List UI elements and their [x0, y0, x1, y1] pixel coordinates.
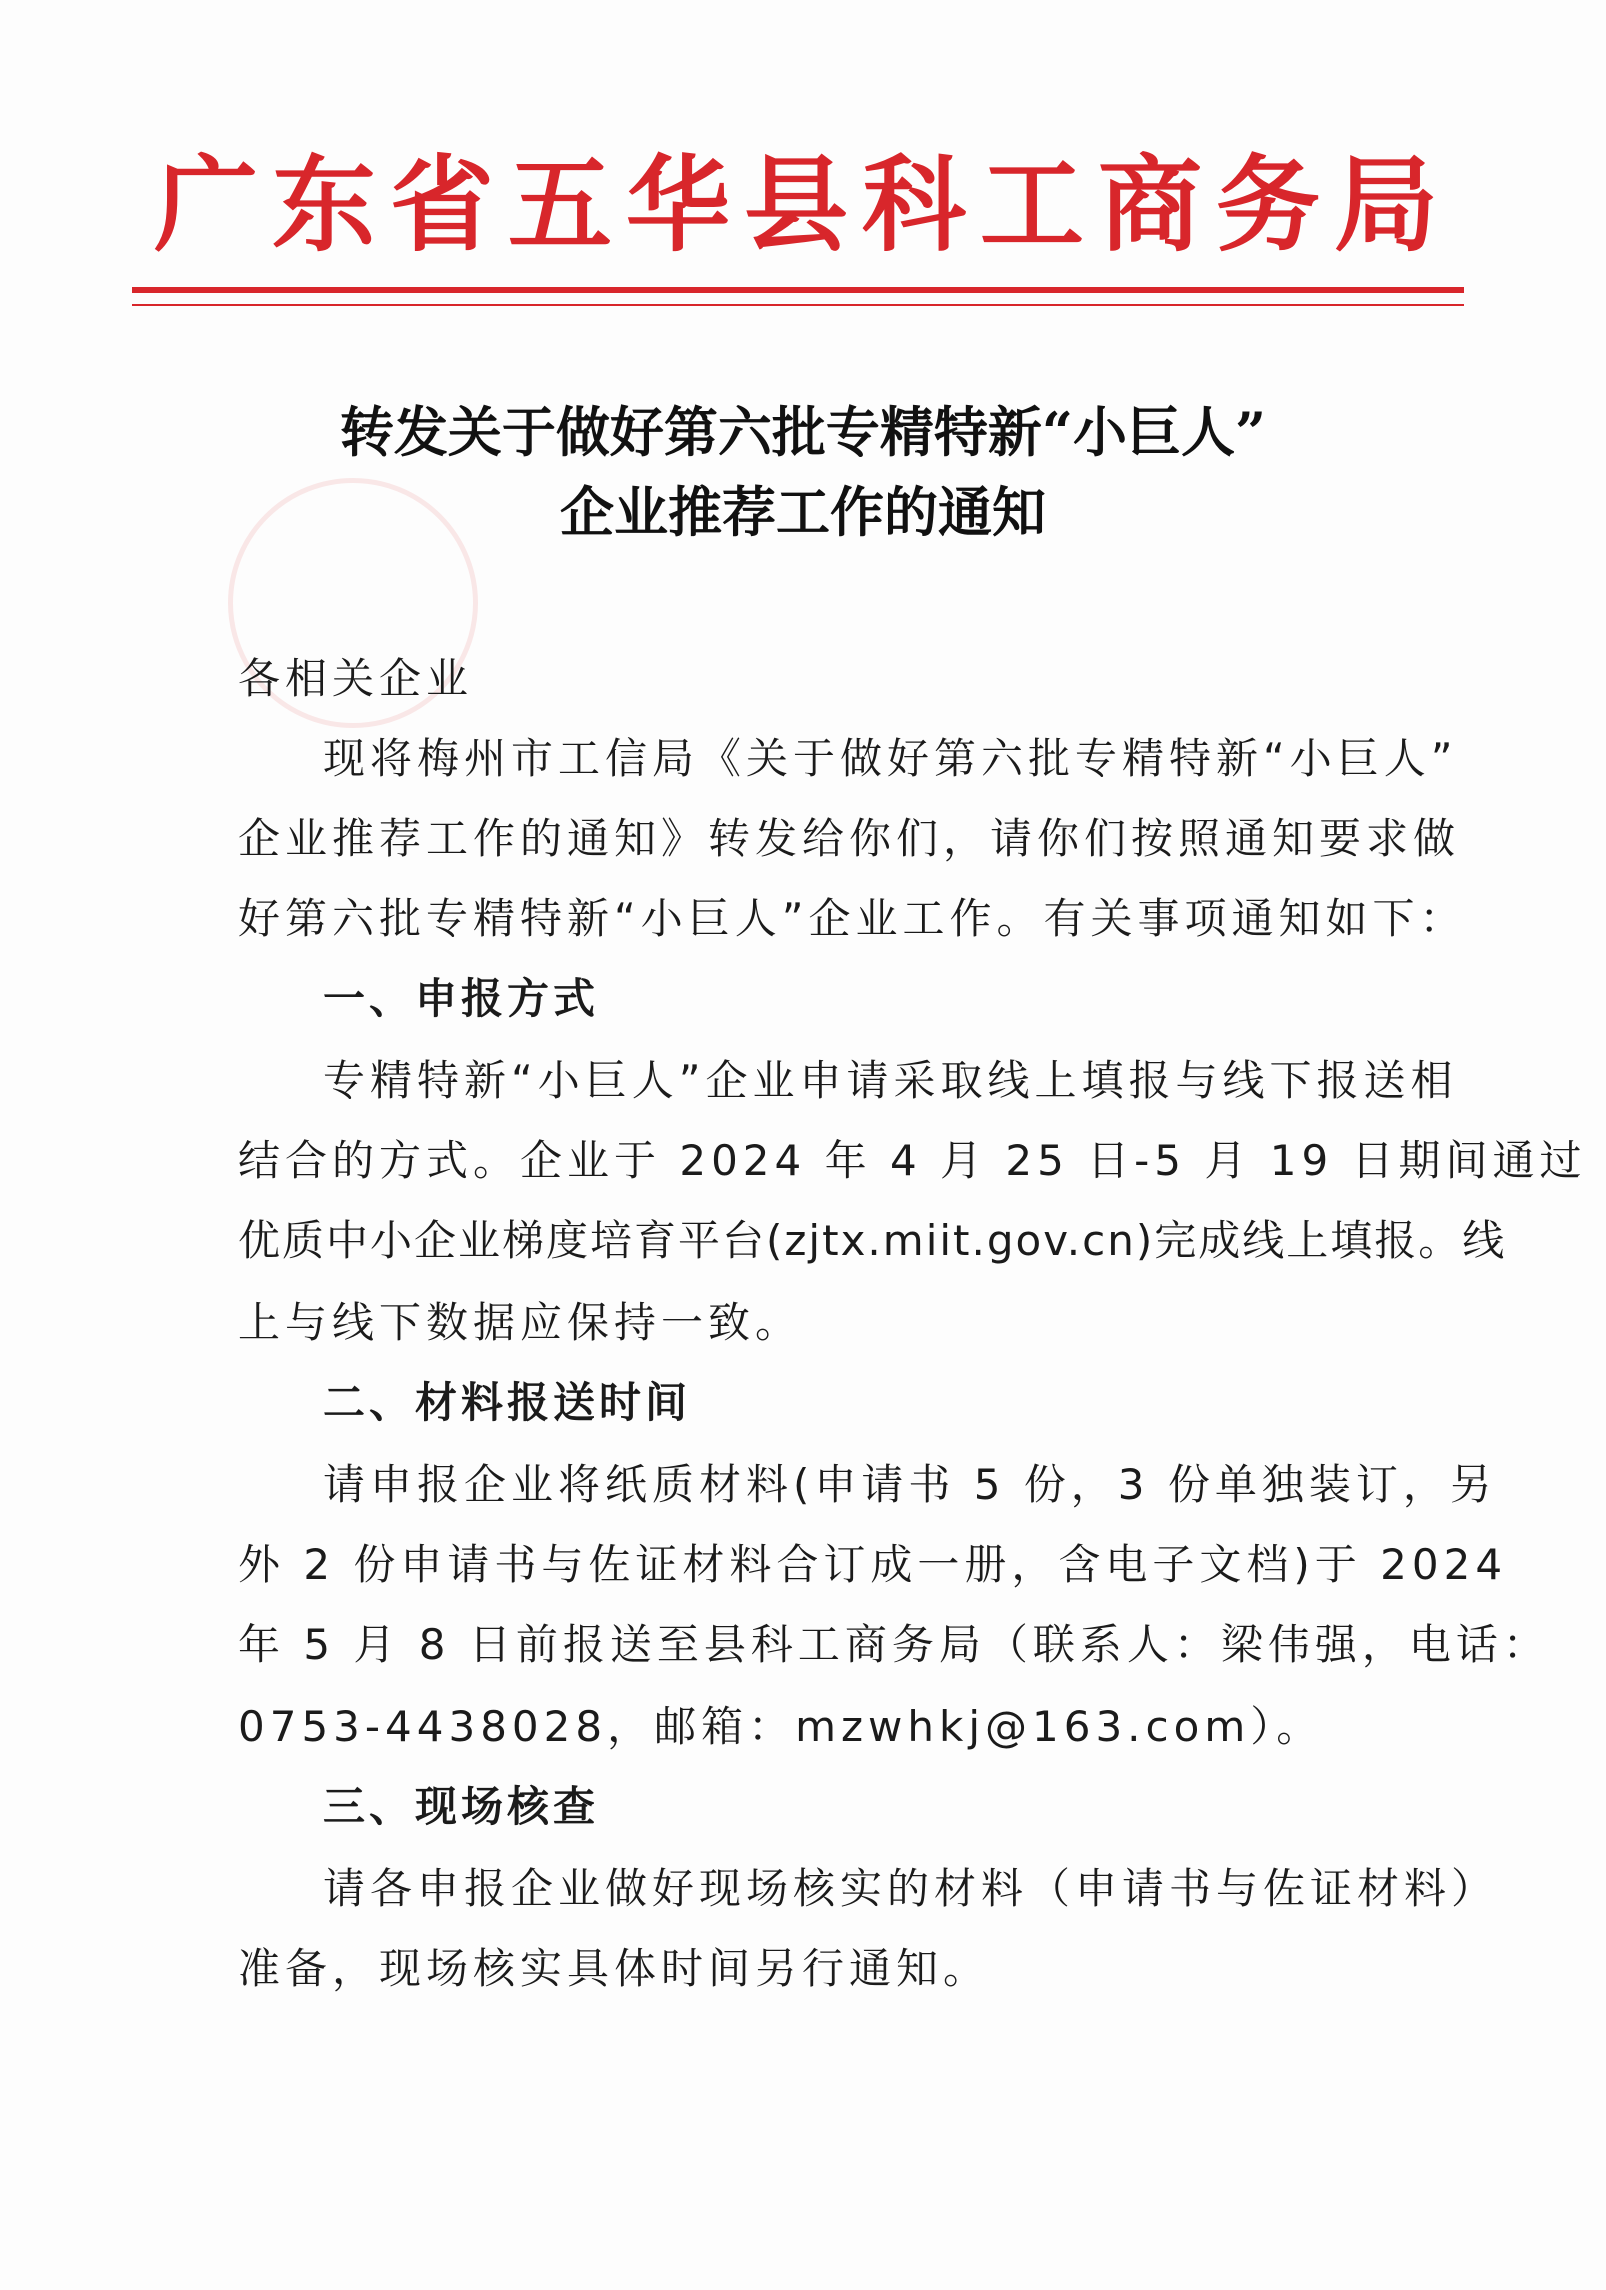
- document-title-line-2: 企业推荐工作的通知: [560, 480, 1046, 544]
- section-heading-1: 一、申报方式: [323, 974, 600, 1023]
- section-1-line-1: 专精特新“小巨人”企业申请采取线上填报与线下报送相: [323, 1056, 1458, 1105]
- intro-line-3: 好第六批专精特新“小巨人”企业工作。有关事项通知如下：: [238, 894, 1467, 943]
- section-1-line-2: 结合的方式。企业于 2024 年 4 月 25 日-5 月 19 日期间通过: [238, 1136, 1587, 1185]
- section-2-line-4: 0753-4438028，邮箱：mzwhkj@163.com）。: [238, 1702, 1324, 1751]
- intro-line-1: 现将梅州市工信局《关于做好第六批专精特新“小巨人”: [323, 734, 1458, 783]
- letterhead-title: 广东省五华县科工商务局: [153, 143, 1452, 266]
- section-heading-3: 三、现场核查: [323, 1782, 600, 1831]
- section-1-line-4: 上与线下数据应保持一致。: [238, 1298, 803, 1347]
- section-1-line-3: 优质中小企业梯度培育平台(zjtx.miit.gov.cn)完成线上填报。线: [238, 1216, 1507, 1265]
- document-title-line-1: 转发关于做好第六批专精特新“小巨人”: [339, 400, 1267, 464]
- intro-line-2: 企业推荐工作的通知》转发给你们，请你们按照通知要求做: [238, 814, 1461, 863]
- section-2-line-2: 外 2 份申请书与佐证材料合订成一册，含电子文档)于 2024: [238, 1540, 1508, 1589]
- section-2-line-3: 年 5 月 8 日前报送至县科工商务局（联系人：梁伟强，电话：: [238, 1620, 1550, 1669]
- section-3-line-1: 请各申报企业做好现场核实的材料（申请书与佐证材料）: [323, 1864, 1499, 1913]
- section-heading-2: 二、材料报送时间: [323, 1378, 692, 1427]
- section-3-line-2: 准备，现场核实具体时间另行通知。: [238, 1944, 991, 1993]
- section-2-line-1: 请申报企业将纸质材料(申请书 5 份，3 份单独装订，另: [323, 1460, 1497, 1509]
- salutation: 各相关企业: [238, 654, 474, 703]
